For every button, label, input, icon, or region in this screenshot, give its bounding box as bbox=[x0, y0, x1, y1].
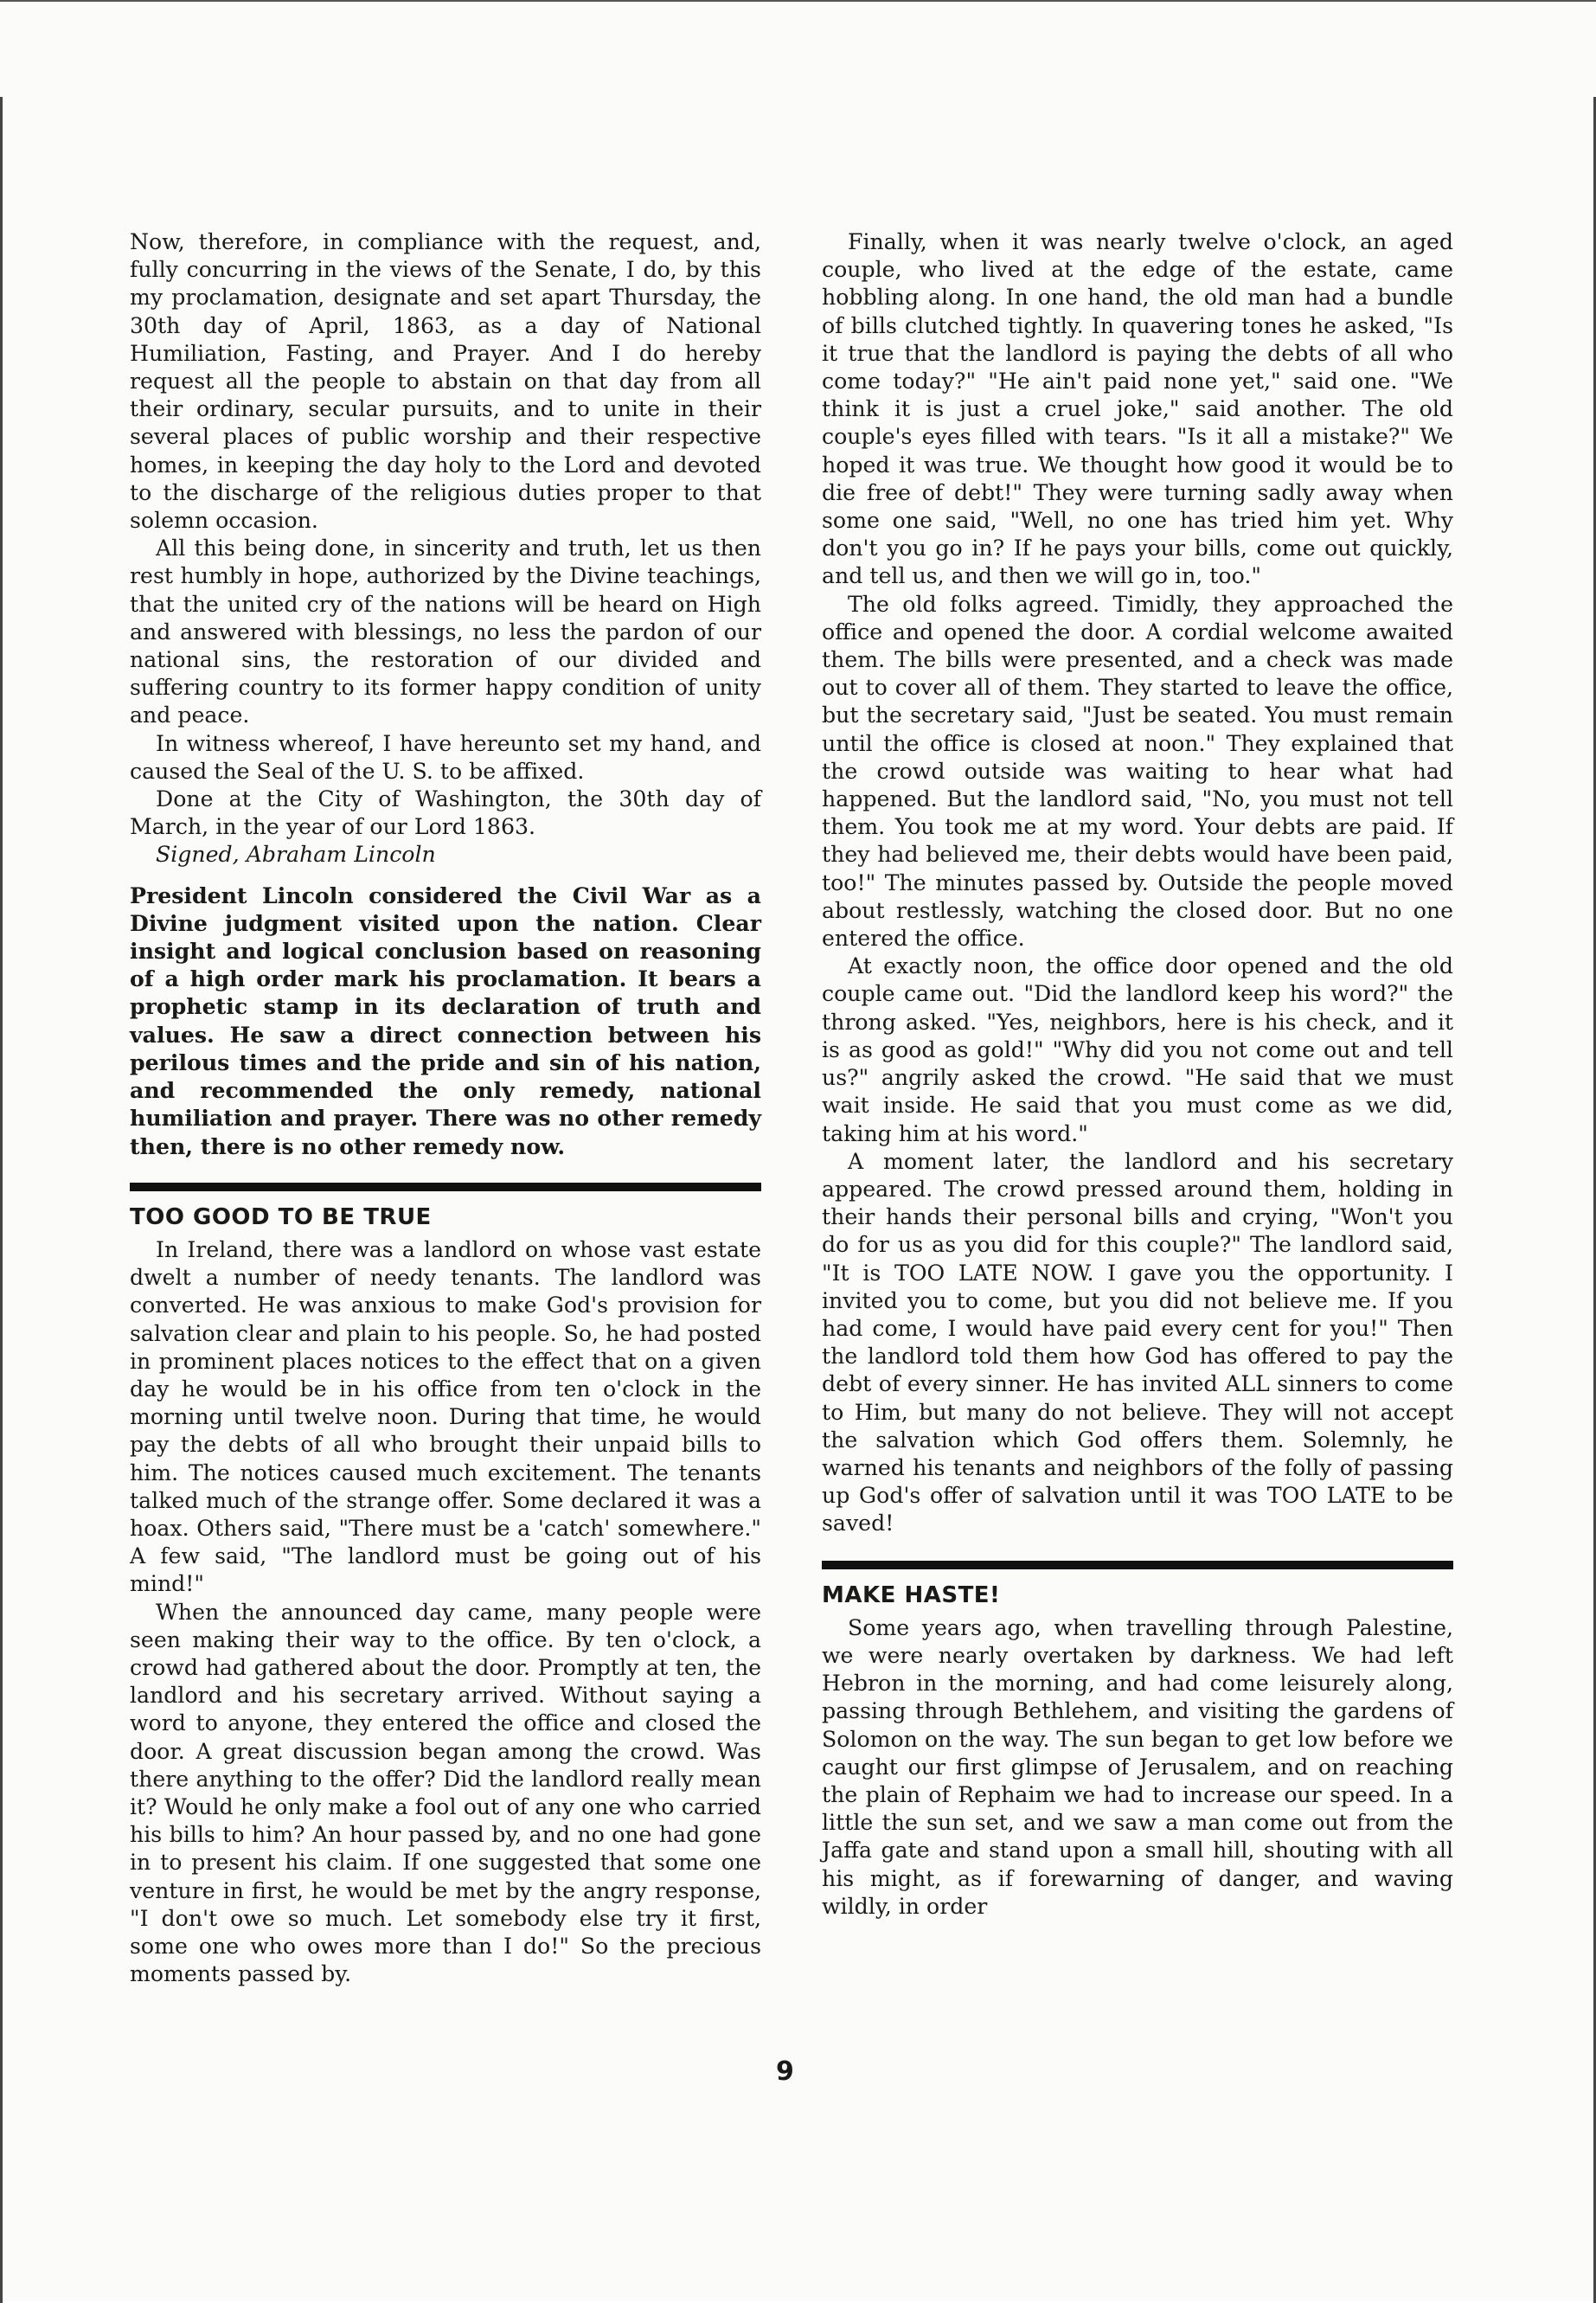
section-title: MAKE HASTE! bbox=[822, 1581, 1001, 1608]
story-paragraph: Some years ago, when travelling through Palestine, we were nearly overtaken by darkness. We had left Hebron in the morning, and had come leisurely along, passing through Bethlehem, and visiting the gardens of Solomon on the way. The sun began to get low before we caught our first glimpse of Jerusalem, and on reaching the plain of Rephaim we had to increase our speed. In a little the sun set, and we saw a man come out from the Jaffa gate and stand upon a small hill, shouting with all his might, as if forewarning of danger, and waving wildly, in order bbox=[822, 1614, 1453, 1919]
commentary: President Lincoln considered the Civil War as a Divine judgment visited upon the nation. Clear insight and logical conclusion based on reasoning of a high order mark his proclamation. It bears a prophetic stamp in its declaration of truth and values. He saw a direct connection between his perilous times and the pride and sin of his nation, and recommended the only remedy, national humiliation and prayer. There was no other remedy then, there is no other remedy now. bbox=[130, 882, 761, 1159]
story-paragraph: A moment later, the landlord and his secretary appeared. The crowd pressed around them, holding in their hands their personal bills and crying, "Won't you do for us as you did for this couple?" The landlord said, "It is TOO LATE NOW. I gave you the opportunity. I invited you to come, but you did not believe me. If you had come, I would have paid every cent for you!" Then the landlord told them how God has offered to pay the debt of every sinner. He has invited ALL sinners to come to Him, but many do not believe. They will not accept the salvation which God offers them. Solemnly, he warned his tenants and neighbors of the folly of passing up God's offer of salvation until it was TOO LATE to be saved! bbox=[822, 1148, 1453, 1536]
story-paragraph: When the announced day came, many people were seen making their way to the office. By ten o'clock, a crowd had gathered about the door. Promptly at ten, the landlord and his secretary arrived. Without saying a word to anyone, they entered the office and closed the door. A great discussion began among the crowd. Was there anything to the offer? Did the landlord really mean it? Would he only make a fool out of any one who carried his bills to him? An hour passed by, and no one had gone in to present his claim. If one suggested that some one venture in first, he would be met by the angry response, "I don't owe so much. Let somebody else try it first, some one who owes more than I do!" So the precious moments passed by. bbox=[130, 1599, 761, 1987]
proclamation-paragraph: In witness whereof, I have hereunto set my hand, and caused the Seal of the U. S. to be affixed. bbox=[130, 730, 761, 784]
section-divider bbox=[130, 1183, 761, 1191]
section-divider bbox=[822, 1561, 1453, 1569]
story-paragraph: Finally, when it was nearly twelve o'clock, an aged couple, who lived at the edge of the estate, came hobbling along. In one hand, the old man had a bundle of bills clutched tightly. In quavering tones he asked, "Is it true that the landlord is paying the debts of all who come today?" "He ain't paid none yet," said one. "We think it is just a cruel joke," said another. The old couple's eyes filled with tears. "Is it all a mistake?" We hoped it was true. We thought how good it would be to die free of debt!" They were turning sadly away when some one said, "Well, no one has tried him yet. Why don't you go in? If he pays your bills, come out quickly, and tell us, and then we will go in, too." bbox=[822, 229, 1453, 589]
page-number: 9 bbox=[776, 2056, 794, 2087]
signature: Signed, Abraham Lincoln bbox=[156, 842, 436, 868]
proclamation-paragraph: Now, therefore, in compliance with the request, and, fully concurring in the views of the Senate, I do, by this my proclamation, designate and set apart Thursday, the 30th day of April, 1863, as a day of National Humiliation, Fasting, and Prayer. And I do hereby request all the people to abstain on that day from all their ordinary, secular pursuits, and to unite in their several places of public worship and their respective homes, in keeping the day holy to the Lord and devoted to the discharge of the religious duties proper to that solemn occasion. bbox=[130, 229, 761, 534]
section-title: TOO GOOD TO BE TRUE bbox=[130, 1203, 432, 1230]
story-paragraph: The old folks agreed. Timidly, they approached the office and opened the door. A cordial welcome awaited them. The bills were presented, and a check was made out to cover all of them. They started to leave the office, but the secretary said, "Just be seated. You must remain until the office is closed at noon." They explained that the crowd outside was waiting to hear what had happened. But the landlord said, "No, you must not tell them. You took me at my word. Your debts are paid. If they had believed me, their debts would have been paid, too!" The minutes passed by. Outside the people moved about restlessly, watching the closed door. But no one entered the office. bbox=[822, 591, 1453, 952]
proclamation-paragraph: Done at the City of Washington, the 30th day of March, in the year of our Lord 1863. bbox=[130, 786, 761, 840]
story-paragraph: At exactly noon, the office door opened and the old couple came out. "Did the landlord keep his word?" the throng asked. "Yes, neighbors, here is his check, and it is as good as gold!" "Why did you not come out and tell us?" angrily asked the crowd. "He said that we must wait inside. He said that you must come as we did, taking him at his word." bbox=[822, 953, 1453, 1146]
right-column bbox=[822, 228, 1453, 1921]
story-paragraph: In Ireland, there was a landlord on whose vast estate dwelt a number of needy tenants. The landlord was converted. He was anxious to make God's provision for salvation clear and plain to his people. So, he had posted in prominent places notices to the effect that on a given day he would be in his office from ten o'clock in the morning until twelve noon. During that time, he would pay the debts of all who brought their unpaid bills to him. The notices caused much excitement. The tenants talked much of the strange offer. Some declared it was a hoax. Others said, "There must be a 'catch' somewhere." A few said, "The landlord must be going out of his mind!" bbox=[130, 1236, 761, 1597]
scan-edge-left bbox=[0, 97, 3, 2303]
left-column bbox=[130, 228, 761, 1988]
proclamation-paragraph: All this being done, in sincerity and truth, let us then rest humbly in hope, authorized by the Divine teachings, that the united cry of the nations will be heard on High and answered with blessings, no less the pardon of our national sins, the restoration of our divided and suffering country to its former happy condition of unity and peace. bbox=[130, 536, 761, 728]
